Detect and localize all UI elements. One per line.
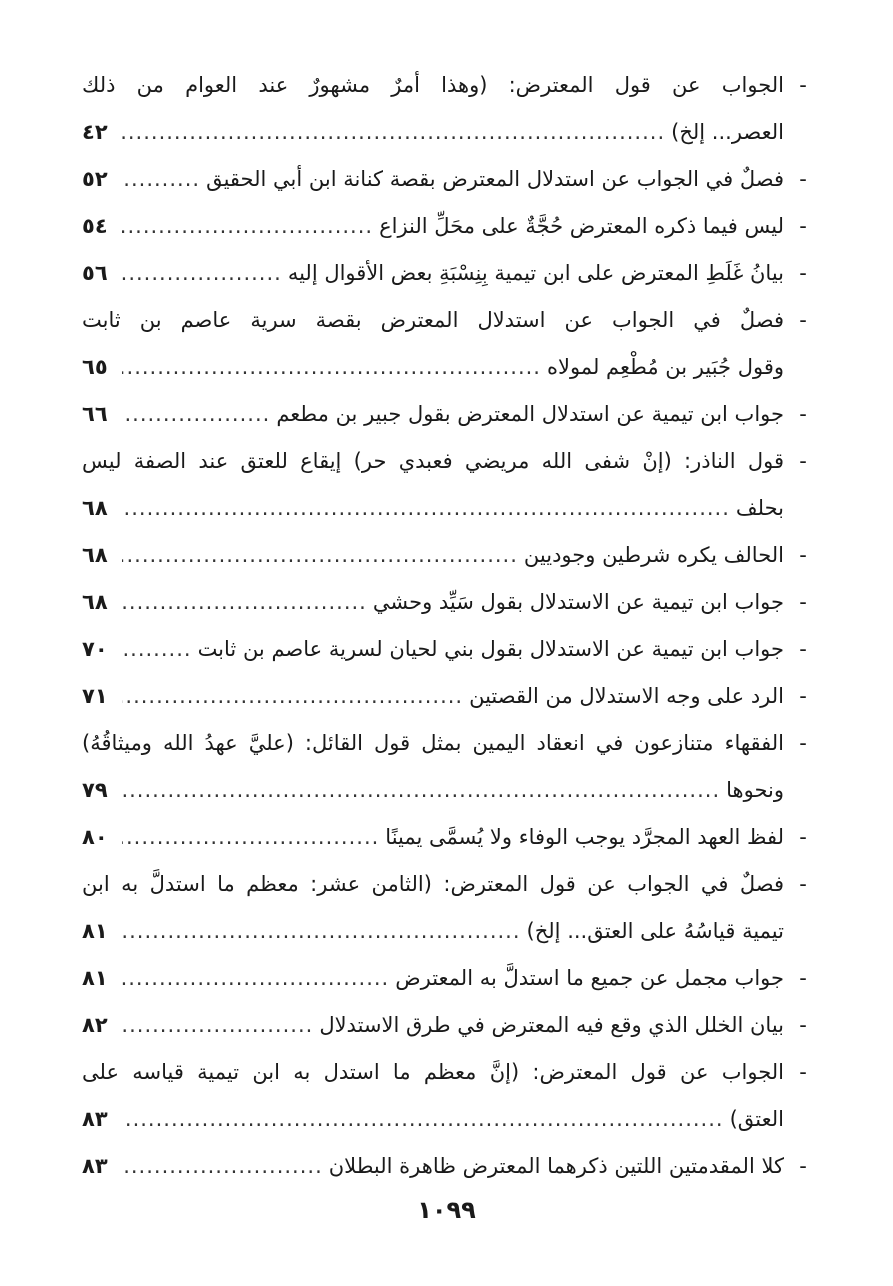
entry-line: [82, 62, 784, 109]
toc-entry[interactable]: [82, 250, 814, 297]
entry-line: [82, 767, 784, 814]
entry-dash: -: [799, 308, 807, 332]
entry-page-number: ٦٨: [82, 543, 108, 567]
entry-title: الجواب عن قول المعترض: (وهذا أمرٌ مشهورٌ عند العوام من ذلك: [82, 73, 784, 97]
entry-page-number: ٦٨: [82, 496, 108, 520]
entry-line: [82, 1002, 784, 1049]
toc-entry[interactable]: [82, 814, 814, 861]
leader-dots: [122, 673, 463, 720]
leader-dots: [122, 1143, 323, 1190]
toc-entry[interactable]: [82, 438, 814, 532]
entry-title: لفظ العهد المجرَّد يوجب الوفاء ولا يُسمَّى يمينًا: [385, 825, 784, 849]
entry-line: [82, 1143, 784, 1190]
entry-line: [82, 438, 784, 485]
leader-dots: [122, 532, 518, 579]
entry-dash: -: [799, 731, 807, 755]
entry-page-number: ٥٢: [82, 167, 108, 191]
entry-line: [82, 579, 784, 626]
leader-dots: [122, 814, 379, 861]
leader-dots: [122, 156, 200, 203]
leader-dots: [122, 344, 541, 391]
entry-line: [82, 908, 784, 955]
entry-title: فصلٌ في الجواب عن قول المعترض: (الثامن عشر: معظم ما استدلَّ به ابن: [82, 872, 784, 896]
entry-line: [82, 1049, 784, 1096]
entry-title: فصلٌ في الجواب عن استدلال المعترض بقصة سرية عاصم بن ثابت: [82, 308, 784, 332]
entry-line: [82, 156, 784, 203]
entry-line: [82, 955, 784, 1002]
entry-line: [82, 203, 784, 250]
entry-title: الحالف يكره شرطين وجوديين: [523, 543, 784, 567]
entry-title: تيمية قياسُهُ على العتق... إلخ): [526, 919, 784, 943]
entry-line: [82, 626, 784, 673]
toc-entry[interactable]: [82, 532, 814, 579]
entry-title: ليس فيما ذكره المعترض حُجَّةٌ على محَلِّ النزاع: [379, 214, 784, 238]
entry-title: بيان الخلل الذي وقع فيه المعترض في طرق الاستدلال: [319, 1013, 784, 1037]
entry-page-number: ٧٩: [82, 778, 108, 802]
entry-line: [82, 532, 784, 579]
toc-entry[interactable]: [82, 391, 814, 438]
leader-dots: [122, 203, 373, 250]
entry-title: العتق): [729, 1107, 784, 1131]
leader-dots: [122, 1002, 313, 1049]
entry-dash: -: [799, 825, 807, 849]
entry-line: [82, 1096, 784, 1143]
leader-dots: [122, 579, 367, 626]
toc-entry[interactable]: [82, 861, 814, 955]
entry-line: [82, 673, 784, 720]
entry-line: [82, 861, 784, 908]
toc-entry[interactable]: [82, 1002, 814, 1049]
leader-dots: [122, 955, 389, 1002]
entry-dash: -: [799, 167, 807, 191]
entry-page-number: ٨١: [82, 966, 108, 990]
entry-line: [82, 109, 784, 156]
entry-page-number: ٨٣: [82, 1107, 108, 1131]
entry-dash: -: [799, 73, 807, 97]
entry-dash: -: [799, 872, 807, 896]
toc-entry[interactable]: [82, 1143, 814, 1190]
toc-entry[interactable]: [82, 1049, 814, 1143]
entry-title: الجواب عن قول المعترض: (إنَّ معظم ما استدل به ابن تيمية قياسه على: [82, 1060, 784, 1084]
entry-title: جواب مجمل عن جميع ما استدلَّ به المعترض: [395, 966, 784, 990]
entry-dash: -: [799, 214, 807, 238]
entry-dash: -: [799, 449, 807, 473]
entry-title: بحلف: [735, 496, 784, 520]
entry-dash: -: [799, 261, 807, 285]
entry-title: جواب ابن تيمية عن الاستدلال بقول بني لحيان لسرية عاصم بن ثابت: [197, 637, 784, 661]
entry-page-number: ٨٣: [82, 1154, 108, 1178]
entry-dash: -: [799, 684, 807, 708]
entry-page-number: ٦٦: [82, 402, 108, 426]
entry-page-number: ٤٢: [82, 120, 108, 144]
entry-page-number: ٨٢: [82, 1013, 108, 1037]
entry-page-number: ٥٤: [82, 214, 108, 238]
entry-line: [82, 814, 784, 861]
toc-entry[interactable]: [82, 626, 814, 673]
leader-dots: [122, 250, 282, 297]
leader-dots: [122, 485, 730, 532]
entry-dash: -: [799, 966, 807, 990]
entry-page-number: ٥٦: [82, 261, 108, 285]
toc-entry[interactable]: [82, 579, 814, 626]
entry-dash: -: [799, 590, 807, 614]
entry-line: [82, 485, 784, 532]
leader-dots: [122, 1096, 724, 1143]
leader-dots: [122, 391, 270, 438]
entry-title: العصر... إلخ): [671, 120, 784, 144]
entry-page-number: ٦٥: [82, 355, 108, 379]
entry-line: [82, 391, 784, 438]
entry-page-number: ٧١: [82, 684, 108, 708]
leader-dots: [122, 767, 720, 814]
entry-dash: -: [799, 1060, 807, 1084]
leader-dots: [122, 626, 192, 673]
toc-entry[interactable]: [82, 156, 814, 203]
toc-entry[interactable]: [82, 62, 814, 156]
entry-page-number: ٦٨: [82, 590, 108, 614]
entry-title: ونحوها: [726, 778, 784, 802]
toc-entry[interactable]: [82, 720, 814, 814]
entry-line: [82, 297, 784, 344]
entry-page-number: ٨٠: [82, 825, 108, 849]
toc-entry[interactable]: [82, 673, 814, 720]
entry-dash: -: [799, 543, 807, 567]
entry-title: جواب ابن تيمية عن استدلال المعترض بقول جبير بن مطعم: [276, 402, 784, 426]
entry-title: الفقهاء متنازعون في انعقاد اليمين بمثل قول القائل: (عليَّ عهدُ الله وميثاقُهُ): [82, 731, 784, 755]
entry-title: فصلٌ في الجواب عن استدلال المعترض بقصة كنانة ابن أبي الحقيق: [206, 167, 784, 191]
entry-dash: -: [799, 1013, 807, 1037]
table-of-contents: [82, 62, 814, 1190]
leader-dots: [122, 908, 521, 955]
entry-dash: -: [799, 637, 807, 661]
toc-entry[interactable]: [82, 203, 814, 250]
entry-title: جواب ابن تيمية عن الاستدلال بقول سَيِّد وحشي: [372, 590, 784, 614]
entry-page-number: ٧٠: [82, 637, 108, 661]
entry-title: كلا المقدمتين اللتين ذكرهما المعترض ظاهرة البطلان: [328, 1154, 784, 1178]
toc-entry[interactable]: [82, 297, 814, 391]
entry-title: الرد على وجه الاستدلال من القصتين: [469, 684, 784, 708]
page-number: ١٠٩٩: [417, 1196, 476, 1224]
entry-line: [82, 250, 784, 297]
toc-entry[interactable]: [82, 955, 814, 1002]
entry-line: [82, 344, 784, 391]
entry-dash: -: [799, 1154, 807, 1178]
entry-dash: -: [799, 402, 807, 426]
entry-title: وقول جُبَير بن مُطْعِم لمولاه: [546, 355, 784, 379]
leader-dots: [122, 109, 665, 156]
entry-title: قول الناذر: (إنْ شفى الله مريضي فعبدي حر) إيقاع للعتق عند الصفة ليس: [82, 449, 784, 473]
entry-title: بيانُ غَلَطِ المعترض على ابن تيمية بِنِسْبَةِ بعض الأقوال إليه: [287, 261, 784, 285]
entry-page-number: ٨١: [82, 919, 108, 943]
entry-line: [82, 720, 784, 767]
